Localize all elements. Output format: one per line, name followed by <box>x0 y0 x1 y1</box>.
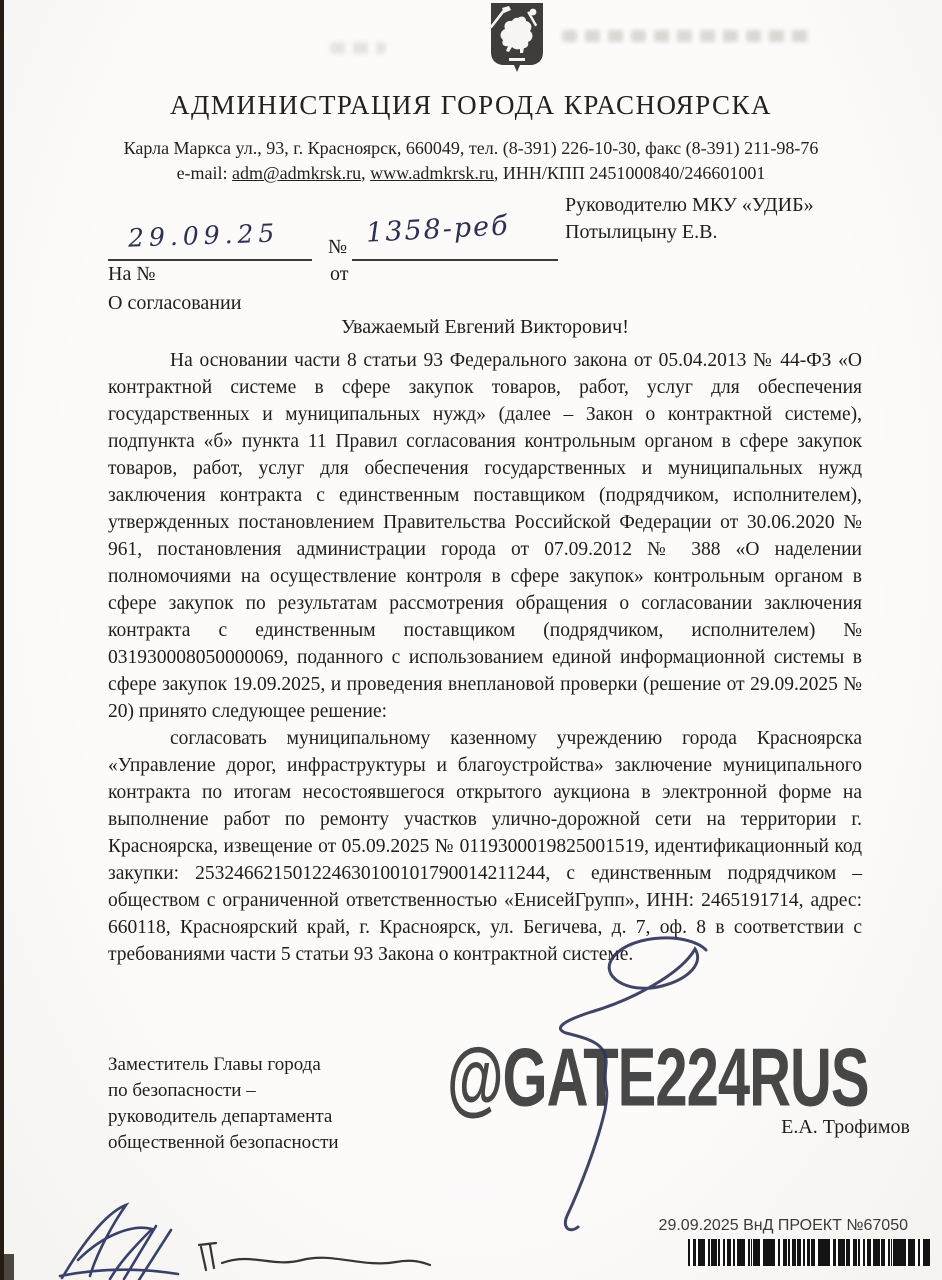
signer-position-line: общественной безопасности <box>108 1132 339 1153</box>
barcode-icon <box>688 1239 930 1266</box>
ghost-bleedthrough-text <box>562 30 810 42</box>
recipient-position: Руководителю МКУ «УДИБ» <box>565 194 814 216</box>
handwritten-date: 29.09.25 <box>127 218 280 253</box>
address-line: Карла Маркса ул., 93, г. Красноярск, 660049, тел. (8-391) 226-10-30, факс (8-391) 211-98-76 <box>123 138 819 158</box>
separator: , <box>361 163 371 183</box>
recipient-block <box>565 192 814 246</box>
inn-kpp: , ИНН/КПП 2451000840/246601001 <box>493 163 766 183</box>
email-label: e-mail: <box>176 163 233 183</box>
signer-position-line: руководитель департамента <box>108 1106 333 1127</box>
signer-position-line: по безопасности – <box>108 1080 256 1101</box>
contacts-line <box>0 163 942 184</box>
number-sign-label: № <box>328 236 348 258</box>
scan-edge-artifact <box>0 0 4 1280</box>
number-underline <box>352 259 558 261</box>
subject-line: О согласовании <box>108 292 242 314</box>
greeting-line: Уважаемый Евгений Викторович! <box>341 316 629 338</box>
signer-position-line: Заместитель Главы города <box>108 1054 321 1075</box>
signer-name: Е.А. Трофимов <box>781 1116 910 1138</box>
email-link: adm@admkrsk.ru <box>232 163 362 183</box>
registration-stamp-text: 29.09.2025 ВнД ПРОЕКТ №67050 <box>658 1217 908 1234</box>
website-link: www.admkrsk.ru <box>370 163 494 183</box>
blue-signature-stroke <box>60 1205 178 1280</box>
ghost-smudge <box>330 42 386 54</box>
coat-of-arms-icon <box>489 2 545 72</box>
body-paragraph-1: На основании части 8 статьи 93 Федерального закона от 05.04.2013 № 44-ФЗ «О контрактной системе в сфере закупок товаров, работ, услуг для обеспечения государственных и муниципальных нужд» (далее – Закон о контрактной системе), подпункта «б» пункта 11 Правил согласования контрольным органом в сфере закупок товаров, работ, услуг для обеспечения государственных и муниципальных нужд заключения контракта с единственным поставщиком (подрядчиком, исполнителем), утвержденных постановлением Правительства Российской Федерации от 30.06.2020 № 961, постановления администрации города от 07.09.2012 № 388 «О наделении полномочиями на осуществление контроля в сфере закупок» контрольным органом в сфере закупок по результатам рассмотрения обращения о согласовании заключения контракта с единственным поставщиком (подрядчиком, исполнителем) № 031930008050000069, поданного с использованием единой информационной системы в сфере закупок 19.09.2025, и проведения внеплановой проверки (решение от 29.09.2025 № 20) принято следующее решение: <box>108 350 862 722</box>
watermark-text: @GATE224RUS <box>447 1031 869 1124</box>
from-label: от <box>330 263 349 285</box>
date-underline <box>108 259 312 261</box>
letter-body <box>108 347 862 968</box>
organization-title: АДМИНИСТРАЦИЯ ГОРОДА КРАСНОЯРСКА <box>169 90 772 120</box>
scan-corner-artifact <box>0 1254 14 1280</box>
signer-position-block <box>108 1052 339 1156</box>
body-paragraph-2: согласовать муниципальному казенному учреждению города Красноярска «Управление дорог, инфраструктуры и благоустройства» заключение муниципального контракта по итогам несостоявшегося открытого аукциона в электронной форме на выполнение работ по ремонту участков улично-дорожной сети на территории г. Красноярска, извещение от 05.09.2025 № 0119300019825001519, идентификационный код закупки: 253246621501224630100101790014211244, с единственным подрядчиком – обществом с ограниченной ответственностью «ЕнисейГрупп», ИНН: 2465191714, адрес: 660118, Красноярский край, г. Красноярск, ул. Бегичева, д. 7, оф. 8 в соответствии с требованиями части 5 статьи 93 Закона о контрактной системе. <box>108 728 862 965</box>
reply-to-label: На № <box>108 263 156 285</box>
recipient-name: Потылицыну Е.В. <box>565 221 718 243</box>
handwritten-number: 1358-реб <box>365 210 511 249</box>
dark-signature-stroke <box>199 1243 430 1270</box>
